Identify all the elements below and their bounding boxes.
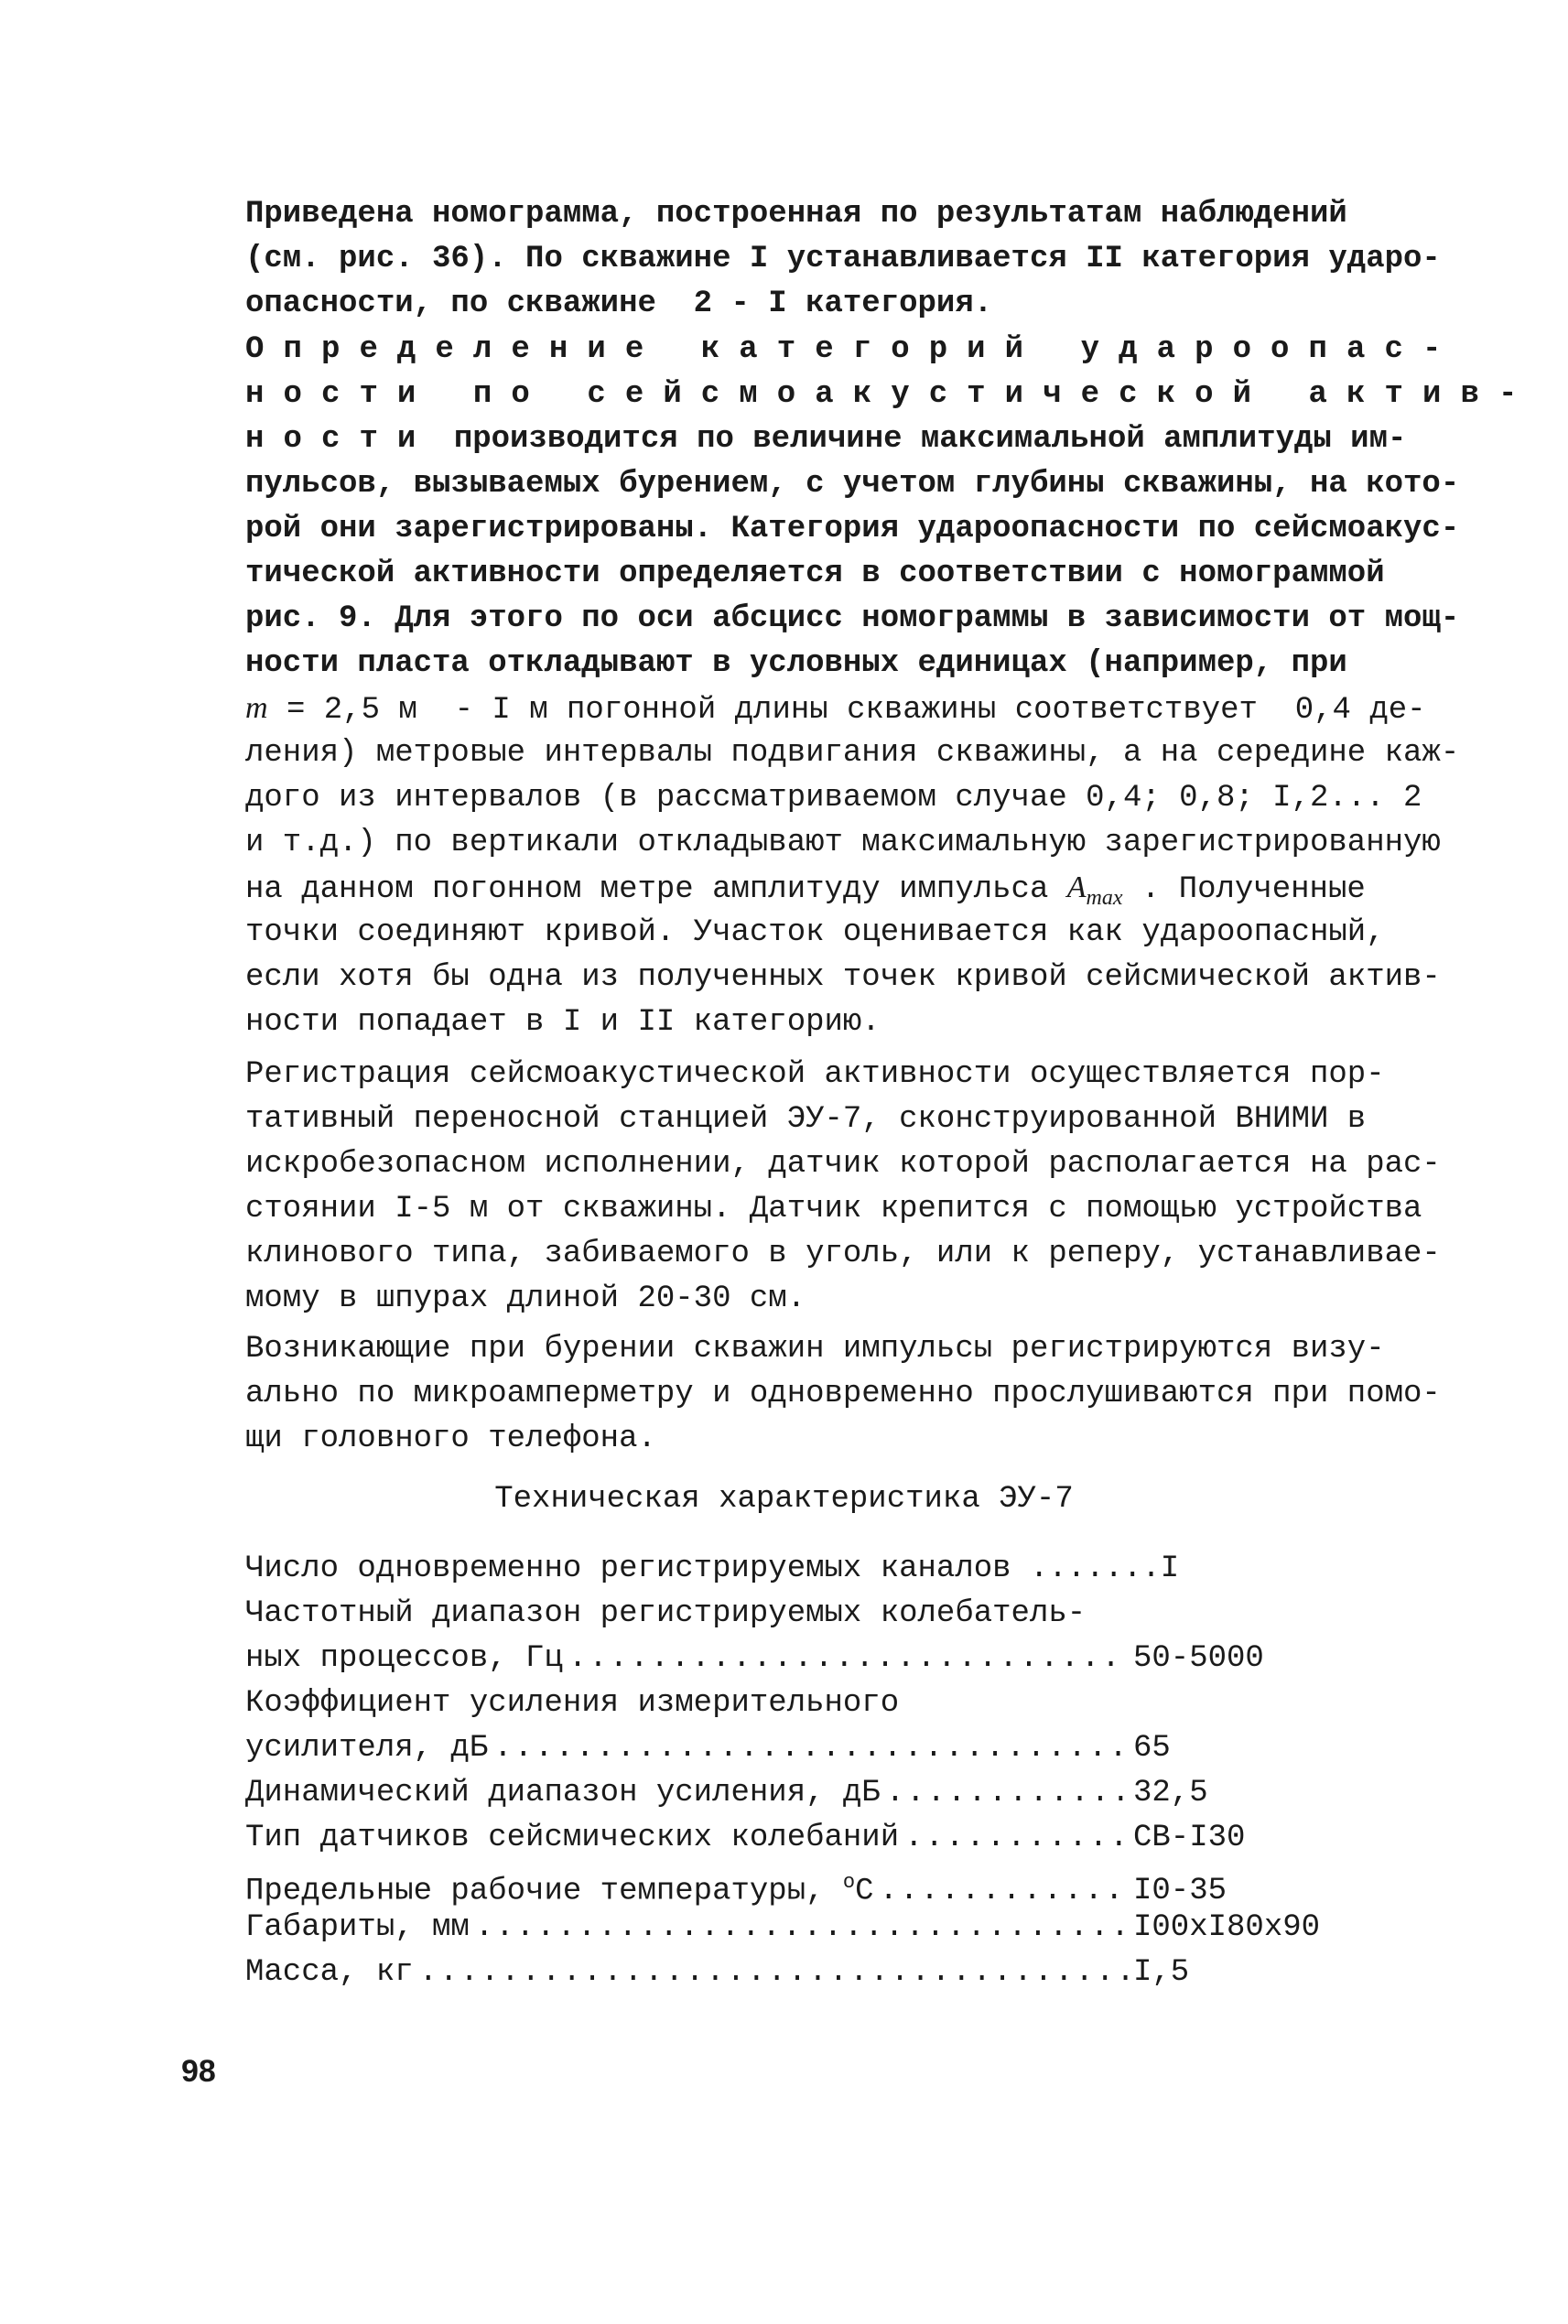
spec-dims-value: I00xI80x90 (1133, 1910, 1321, 1945)
p2-line-9-rest: = 2,5 м - I м погонной длины скважины соответствует 0,4 де- (267, 693, 1426, 728)
p2-line-5: рой они зарегистрированы. Категория удароопасности по сейсмоакус- (245, 512, 1460, 546)
spec-mass-label: Масса, кг (245, 1955, 414, 1990)
page-number: 98 (181, 2054, 216, 2089)
spec-channels: Число одновременно регистрируемых каналов .......I (245, 1551, 1180, 1586)
p2-spaced-line-2: ности по сейсмоакустической актив- (245, 377, 1537, 412)
p2-line-7: рис. 9. Для этого по оси абсцисс номограммы в зависимости от мощ- (245, 601, 1460, 636)
m-variable: m (245, 691, 268, 725)
amp-symbol: A (1066, 870, 1087, 904)
spec-freq-label-2: ных процессов, Гц (245, 1641, 563, 1676)
spec-sensor-value: СВ-I30 (1133, 1821, 1246, 1855)
spec-row-mass (245, 1951, 1325, 1994)
p2-line-14: точки соединяют кривой. Участок оценивается как удароопасный, (245, 915, 1385, 950)
p2-line-10: ления) метровые интервалы подвигания скважины, а на середине каж- (245, 736, 1460, 771)
spec-row-freq (245, 1637, 1325, 1681)
amp-line-post: . Полученные (1122, 872, 1366, 907)
amp-subscript: max (1086, 885, 1123, 910)
p2-line-3 (245, 417, 1406, 461)
spec-temp-label-text: Предельные рабочие температуры, (245, 1874, 843, 1909)
p3-line-3: искробезопасном исполнении, датчик которой располагается на рас- (245, 1147, 1441, 1182)
p2-line-4: пульсов, вызываемых бурением, с учетом глубины скважины, на кото- (245, 467, 1460, 502)
spec-sensor-label: Тип датчиков сейсмических колебаний (245, 1821, 900, 1855)
p3-line-2: тативный переносной станцией ЭУ-7, сконструированной ВНИМИ в (245, 1102, 1367, 1137)
p2-line-3-rest: производится по величине максимальной амплитуды им- (435, 422, 1407, 457)
spec-temp-value: I0-35 (1133, 1874, 1227, 1909)
amp-line-pre: на данном погонном метре амплитуду импульса (245, 872, 1067, 907)
spec-gain-label-2: усилителя, дБ (245, 1731, 489, 1766)
spec-row-temperature (245, 1861, 1325, 1909)
spec-freq-label-1: Частотный диапазон регистрируемых колебатель- (245, 1596, 1087, 1631)
p2-spaced-line-1: Определение категорий удароопас- (245, 332, 1461, 367)
p2-line-15: если хотя бы одна из полученных точек кривой сейсмической актив- (245, 960, 1441, 995)
spec-temp-unit: С (855, 1874, 874, 1909)
p3-line-4: стоянии I-5 м от скважины. Датчик крепится с помощью устройства (245, 1192, 1422, 1227)
p2-line-13 (245, 866, 1366, 910)
spec-dyn-value: 32,5 (1133, 1776, 1208, 1811)
spec-dims-label: Габариты, мм (245, 1910, 470, 1945)
p3-line-5: клинового типа, забиваемого в уголь, или к реперу, устанавливае- (245, 1237, 1441, 1271)
leader-dots (419, 1951, 1128, 1994)
p3-line-6: мому в шпурах длиной 20-30 см. (245, 1281, 806, 1316)
leader-dots (493, 1726, 1128, 1770)
spec-row-gain (245, 1726, 1325, 1770)
spec-dyn-label: Динамический диапазон усиления, дБ (245, 1776, 881, 1811)
p4-line-1: Возникающие при бурении скважин импульсы регистрируются визу- (245, 1332, 1385, 1367)
spec-gain-label-1: Коэффициент усиления измерительного (245, 1686, 900, 1721)
spec-row-sensor (245, 1816, 1325, 1860)
leader-dots (886, 1771, 1128, 1815)
p2-line-12: и т.д.) по вертикали откладывают максимальную зарегистрированную (245, 826, 1441, 860)
spec-gain-value: 65 (1133, 1731, 1171, 1766)
p2-line-8: ности пласта откладывают в условных единицах (например, при (245, 646, 1347, 681)
spec-row-dimensions (245, 1906, 1325, 1950)
p2-line-16: ности попадает в I и II категорию. (245, 1005, 881, 1040)
p1-line-1: Приведена номограмма, построенная по результатам наблюдений (245, 197, 1347, 232)
p2-line-11: дого из интервалов (в рассматриваемом случае 0,4; 0,8; I,2... 2 (245, 781, 1422, 816)
p2-line-6: тической активности определяется в соответствии с номограммой (245, 557, 1385, 591)
spec-row-dynamic (245, 1771, 1325, 1815)
p2-line-9 (245, 686, 1426, 730)
degree-sup: о (842, 1871, 856, 1894)
p4-line-2: ально по микроамперметру и одновременно прослушиваются при помо- (245, 1377, 1441, 1411)
spec-mass-value: I,5 (1133, 1955, 1190, 1990)
spec-freq-value: 50-5000 (1133, 1641, 1264, 1676)
p1-line-3: опасности, по скважине 2 - I категория. (245, 286, 993, 321)
leader-dots (475, 1906, 1128, 1950)
leader-dots (904, 1816, 1128, 1860)
p1-line-2: (см. рис. 36). По скважине I устанавливается II категория ударо- (245, 242, 1441, 276)
leader-dots (568, 1637, 1128, 1681)
p3-line-1: Регистрация сейсмоакустической активности осуществляется пор- (245, 1057, 1385, 1092)
spec-heading: Техническая характеристика ЭУ-7 (494, 1482, 1074, 1517)
p4-line-3: щи головного телефона. (245, 1421, 656, 1456)
p2-spaced-part: ности (245, 422, 436, 457)
